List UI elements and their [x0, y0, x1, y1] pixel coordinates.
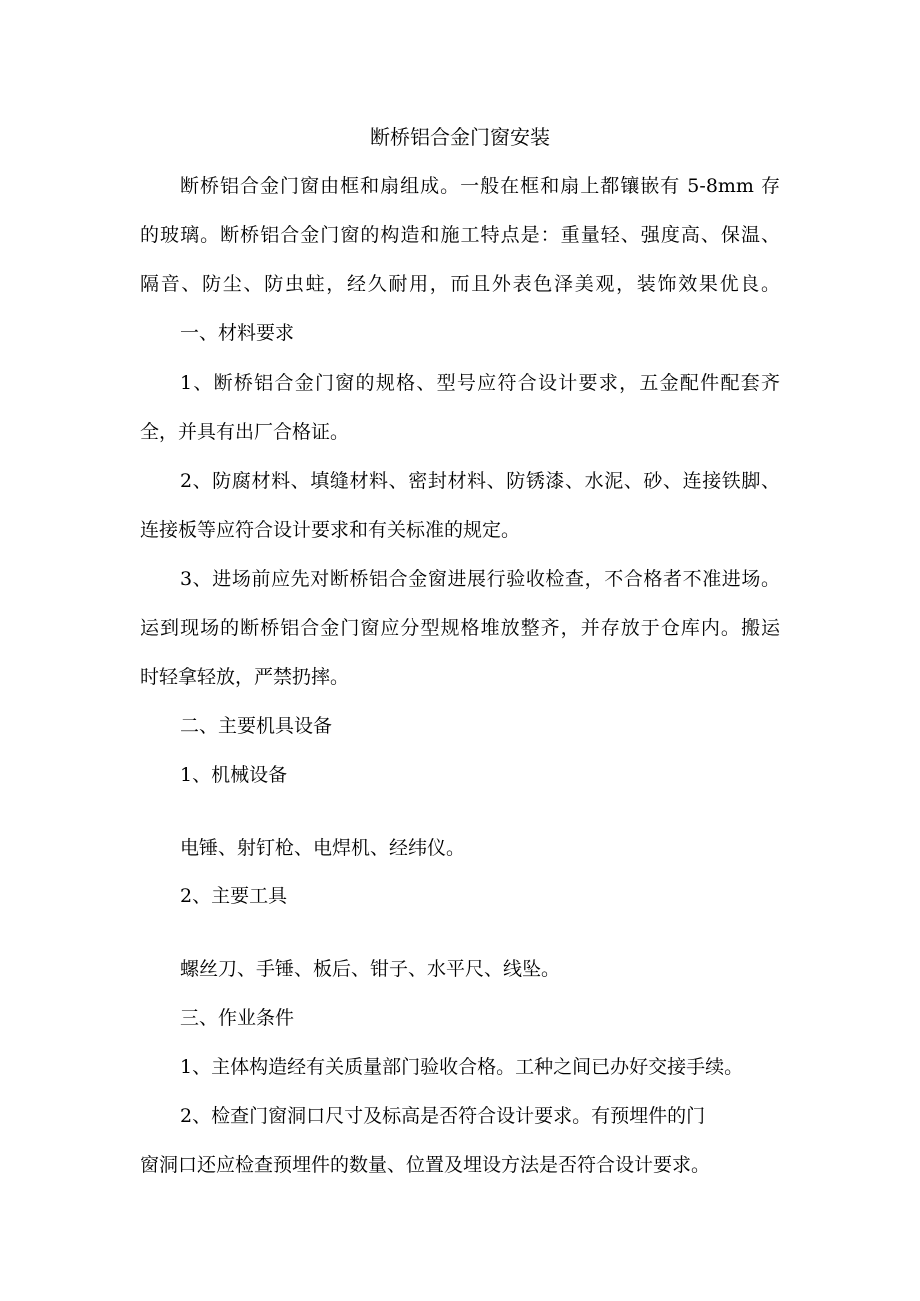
- paragraph-line: 1、主体构造经有关质量部门验收合格。工种之间已办好交接手续。: [180, 1056, 744, 1078]
- paragraph-line: 电锤、射钉枪、电焊机、经纬仪。: [180, 837, 466, 859]
- paragraph-line: 隔音、防尘、防虫蛀，经久耐用，而且外表色泽美观，装饰效果优良。: [140, 273, 780, 295]
- paragraph-line: 运到现场的断桥铝合金门窗应分型规格堆放整齐，并存放于仓库内。搬运: [140, 617, 780, 639]
- section-heading: 一、材料要求: [180, 322, 295, 344]
- paragraph-line: 3、进场前应先对断桥铝合金窗进展行验收检查，不合格者不准进场。: [180, 568, 780, 590]
- document-title: 断桥铝合金门窗安装: [370, 125, 550, 149]
- paragraph-line: 断桥铝合金门窗由框和扇组成。一般在框和扇上都镶嵌有 5-8mm 存: [180, 175, 780, 197]
- section-heading: 三、作业条件: [180, 1007, 295, 1029]
- paragraph-line: 时轻拿轻放，严禁扔摔。: [140, 666, 350, 688]
- section-heading: 二、主要机具设备: [180, 715, 333, 737]
- paragraph-line: 全，并具有出厂合格证。: [140, 421, 350, 443]
- paragraph-line: 的玻璃。断桥铝合金门窗的构造和施工特点是：重量轻、强度高、保温、: [140, 224, 780, 246]
- paragraph-line: 1、断桥铝合金门窗的规格、型号应符合设计要求，五金配件配套齐: [180, 372, 780, 394]
- paragraph-line: 窗洞口还应检查预埋件的数量、位置及埋设方法是否符合设计要求。: [140, 1154, 711, 1176]
- paragraph-line: 连接板等应符合设计要求和有关标准的规定。: [140, 519, 521, 541]
- paragraph-line: 2、防腐材料、填缝材料、密封材料、防锈漆、水泥、砂、连接铁脚、: [180, 470, 780, 492]
- subsection-heading: 1、机械设备: [180, 764, 288, 786]
- paragraph-line: 螺丝刀、手锤、板后、钳子、水平尺、线坠。: [180, 958, 561, 980]
- subsection-heading: 2、主要工具: [180, 885, 288, 907]
- paragraph-line: 2、检查门窗洞口尺寸及标高是否符合设计要求。有预埋件的门: [180, 1105, 706, 1127]
